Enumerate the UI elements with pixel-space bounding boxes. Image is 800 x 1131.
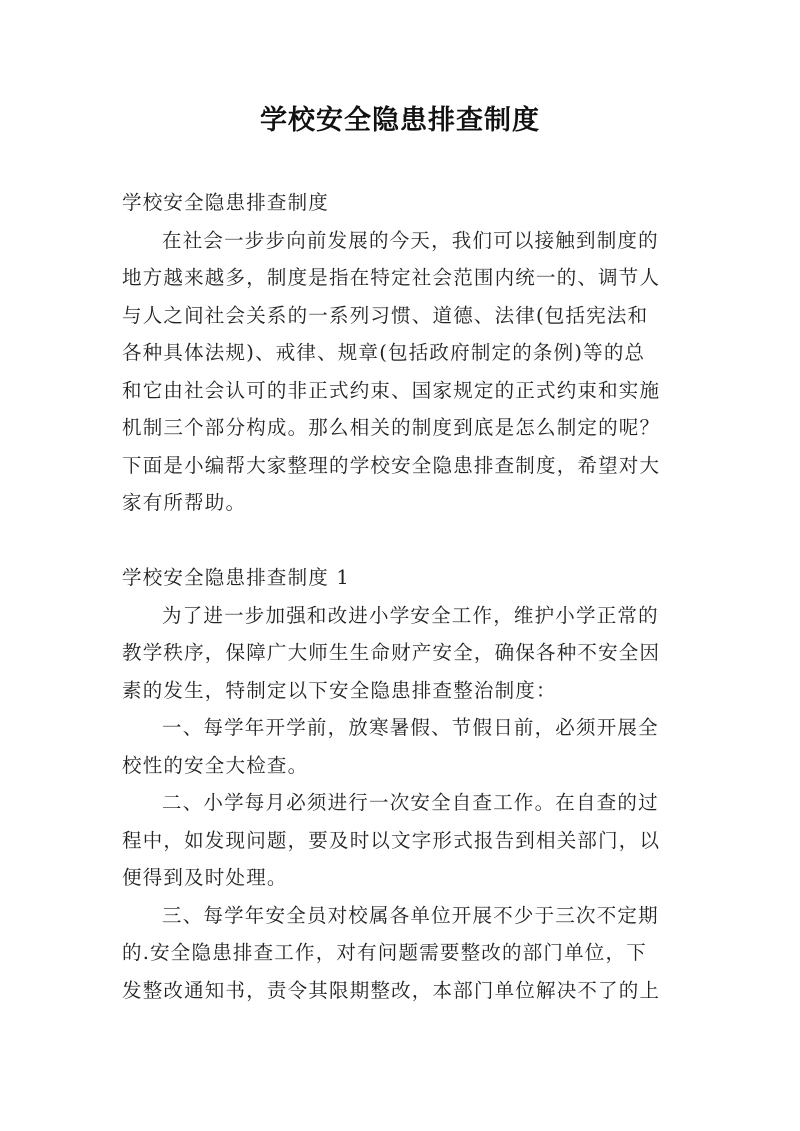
text-line: 校性的安全大检查。 bbox=[122, 753, 309, 777]
text-line: 素的发生，特制定以下安全隐患排查整治制度： bbox=[122, 678, 557, 702]
page-title: 学校安全隐患排查制度 bbox=[260, 105, 540, 136]
text-line: 学校安全隐患排查制度 1 bbox=[122, 566, 351, 589]
text-line: 家有所帮助。 bbox=[122, 491, 247, 514]
text-line: 各种具体法规)、戒律、规章(包括政府制定的条例)等的总 bbox=[122, 341, 646, 364]
text-line: 为了进一步加强和改进小学安全工作，维护小学正常的 bbox=[162, 603, 659, 627]
text-line: 学校安全隐患排查制度 bbox=[122, 191, 330, 214]
text-line: 程中，如发现问题，要及时以文字形式报告到相关部门，以 bbox=[122, 828, 661, 852]
text-line: 与人之间社会关系的一系列习惯、道德、法律(包括宪法和 bbox=[122, 303, 649, 327]
text-line: 在社会一步步向前发展的今天，我们可以接触到制度的 bbox=[162, 228, 659, 252]
text-line: 和它由社会认可的非正式约束、国家规定的正式约束和实施 bbox=[122, 378, 661, 402]
text-line: 二、小学每月必须进行一次安全自查工作。在自查的过 bbox=[162, 791, 659, 814]
text-line: 三、每学年安全员对校属各单位开展不少于三次不定期 bbox=[162, 903, 659, 927]
text-line: 教学秩序，保障广大师生生命财产安全，确保各种不安全因 bbox=[122, 641, 661, 664]
text-line: 发整改通知书，责令其限期整改，本部门单位解决不了的上 bbox=[122, 978, 661, 1002]
text-line: 一、每学年开学前，放寒暑假、节假日前，必须开展全 bbox=[162, 716, 659, 739]
text-line: 下面是小编帮大家整理的学校安全隐患排查制度，希望对大 bbox=[122, 453, 661, 477]
text-line: 便得到及时处理。 bbox=[122, 866, 288, 889]
paragraph-gap bbox=[122, 522, 688, 560]
document-body bbox=[122, 184, 688, 1009]
text-line: 地方越来越多，制度是指在特定社会范围内统一的、调节人 bbox=[122, 266, 661, 289]
text-line: 的.安全隐患排查工作，对有问题需要整改的部门单位，下 bbox=[122, 941, 647, 964]
text-line: 机制三个部分构成。那么相关的制度到底是怎么制定的呢？ bbox=[122, 416, 661, 439]
